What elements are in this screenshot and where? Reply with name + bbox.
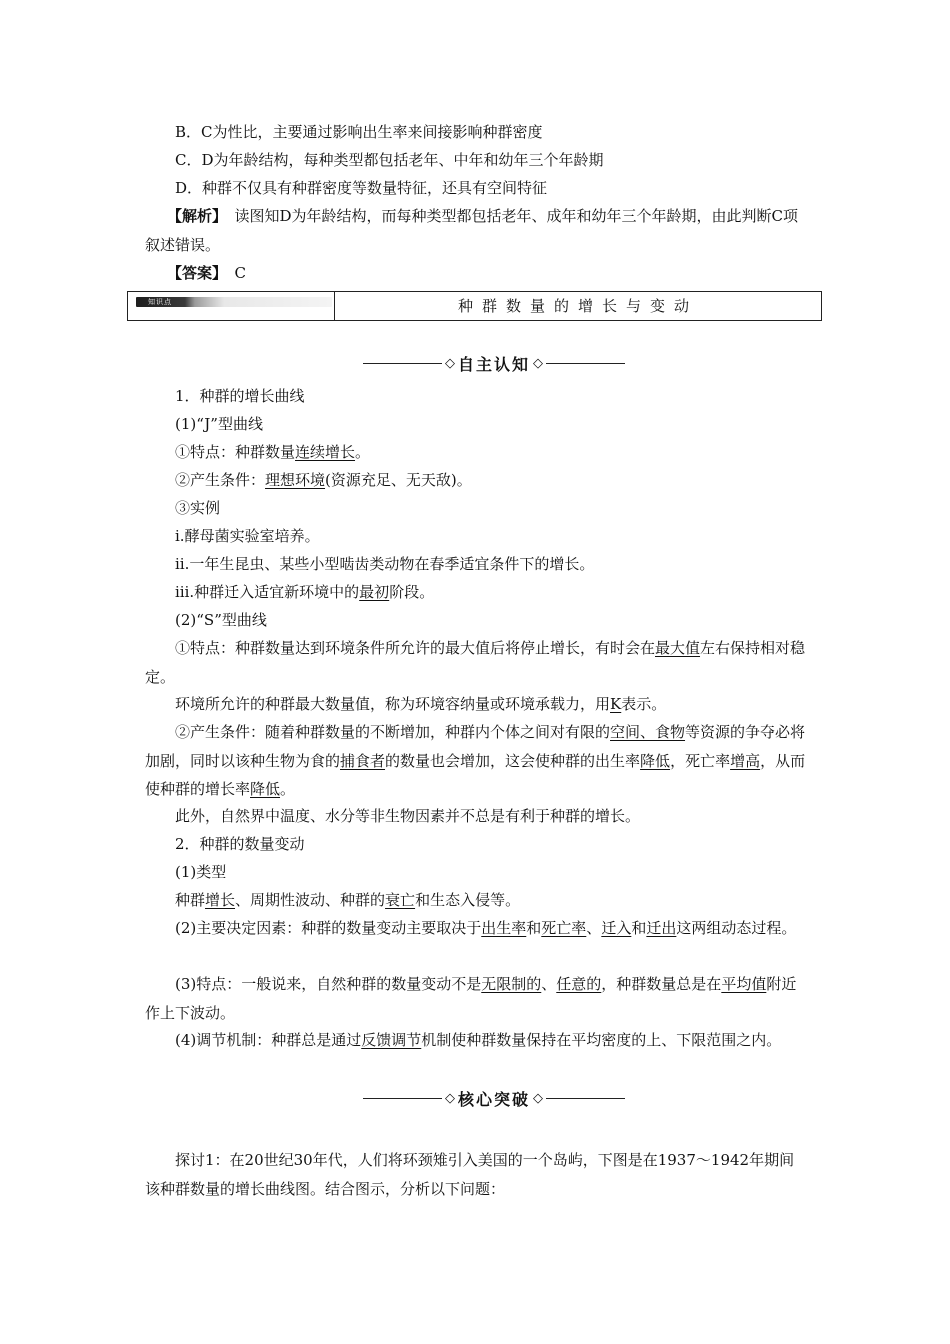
change-characteristics bbox=[145, 970, 808, 1027]
text-span: 的数量也会增加，这会使种群的出生率 bbox=[385, 751, 641, 770]
banner-tag-cell bbox=[128, 292, 335, 320]
underlined-term: 死亡率 bbox=[541, 919, 587, 937]
text-span: (3)特点：一般说来，自然种群的数量变动不是 bbox=[175, 975, 482, 993]
discussion-1: 探讨1：在20世纪30年代，人们将环颈雉引入美国的一个岛屿，下图是在1937～1942年期间该种群数量的增长曲线图。结合图示，分析以下问题： bbox=[145, 1151, 795, 1198]
answer-paragraph bbox=[145, 259, 808, 288]
text-span: ，种群数量总是在 bbox=[601, 975, 722, 993]
diamond-icon: ◇ bbox=[445, 1090, 455, 1106]
example-i: ⅰ.酵母菌实验室培养。 bbox=[175, 527, 320, 545]
underlined-term: 迁入 bbox=[601, 919, 632, 937]
underlined-term: 反馈调节 bbox=[361, 1031, 422, 1049]
underlined-term: 降低 bbox=[250, 780, 281, 798]
text-span: 阶段。 bbox=[389, 583, 435, 601]
text-span: ⅲ.种群迁入适宜新环境中的 bbox=[175, 583, 360, 601]
underlined-term: 出生率 bbox=[481, 919, 527, 937]
text-span: 左右保持相对稳定。 bbox=[145, 639, 806, 686]
underlined-term: 连续增长 bbox=[295, 443, 356, 461]
heading-growth-curve: 1．种群的增长曲线 bbox=[175, 387, 305, 405]
section-title: 核心突破 bbox=[458, 1089, 531, 1109]
text-span: 和生态入侵等。 bbox=[415, 891, 521, 909]
underlined-term: 降低 bbox=[640, 751, 671, 770]
heading-s-curve: (2)“S”型曲线 bbox=[175, 611, 267, 629]
underlined-term: 最大值 bbox=[655, 639, 701, 657]
example-ii: ⅱ.一年生昆虫、某些小型啮齿类动物在春季适宜条件下的增长。 bbox=[175, 555, 595, 573]
heading-rule-left bbox=[363, 1098, 442, 1099]
option-c: C．D为年龄结构，每种类型都包括老年、中年和幼年三个年龄期 bbox=[175, 151, 604, 169]
text-span: (4)调节机制：种群总是通过 bbox=[175, 1031, 362, 1049]
option-b: B．C为性比，主要通过影响出生率来间接影响种群密度 bbox=[175, 123, 543, 141]
j-curve-condition bbox=[145, 466, 808, 495]
text-span: ②产生条件： bbox=[175, 471, 266, 489]
answer-label: 【答案】 bbox=[167, 264, 220, 282]
text-span: 种群 bbox=[175, 891, 206, 909]
heading-rule-right bbox=[546, 1098, 625, 1099]
answer-value: C bbox=[219, 264, 246, 282]
analysis-text: 读图知D为年龄结构，而每种类型都包括老年、成年和幼年三个年龄期，由此判断C项叙述错误。 bbox=[145, 207, 799, 254]
underlined-term: 理想环境 bbox=[265, 471, 326, 489]
underlined-term: 增长 bbox=[205, 891, 236, 909]
underlined-term: 迁出 bbox=[646, 919, 677, 937]
text-span: 机制使种群数量保持在平均密度的上、下限范围之内。 bbox=[421, 1031, 782, 1049]
underlined-term: 衰亡 bbox=[385, 891, 416, 909]
section-heading-self-study bbox=[363, 352, 625, 374]
underlined-term: 无限制的 bbox=[481, 975, 542, 993]
text-span: 和 bbox=[631, 919, 647, 937]
underlined-term: 最初 bbox=[359, 583, 390, 601]
banner-tag-bar bbox=[136, 297, 332, 307]
knowledge-point-banner bbox=[127, 291, 822, 321]
main-factors bbox=[145, 914, 808, 943]
underlined-term: 增高 bbox=[730, 751, 761, 770]
analysis-paragraph bbox=[145, 202, 808, 259]
text-span: 、 bbox=[541, 975, 557, 993]
underlined-term: 捕食者 bbox=[340, 751, 386, 770]
j-curve-examples-heading: ③实例 bbox=[175, 499, 221, 517]
change-types bbox=[145, 886, 808, 915]
text-span: 。 bbox=[355, 443, 371, 461]
diamond-icon: ◇ bbox=[445, 355, 455, 371]
text-span: ①特点：种群数量 bbox=[175, 443, 296, 461]
option-d: D．种群不仅具有种群密度等数量特征，还具有空间特征 bbox=[175, 179, 548, 197]
text-span: 等资源的争夺必将加剧，同时以该种生物为食的 bbox=[145, 723, 806, 770]
text-span: (资源充足、无天敌)。 bbox=[325, 471, 472, 489]
diamond-icon: ◇ bbox=[533, 1090, 544, 1106]
text-span: ①特点：种群数量达到环境条件所允许的最大值后将停止增长，有时会在 bbox=[175, 639, 656, 657]
text-span: (2)主要决定因素：种群的数量变动主要取决于 bbox=[175, 919, 482, 937]
text-span: 环境所允许的种群最大数量值，称为环境容纳量或环境承载力，用 bbox=[175, 695, 611, 713]
heading-j-curve: (1)“J”型曲线 bbox=[175, 415, 263, 433]
text-span: ②产生条件：随着种群数量的不断增加，种群内个体之间对有限的 bbox=[175, 723, 611, 741]
analysis-label: 【解析】 bbox=[167, 207, 220, 225]
heading-rule-left bbox=[363, 363, 442, 364]
j-curve-feature bbox=[145, 438, 808, 467]
text-span: ，死亡率 bbox=[670, 751, 731, 770]
text-span: 附近作上下波动。 bbox=[145, 975, 797, 1022]
carrying-capacity bbox=[145, 690, 808, 719]
text-span: 、 bbox=[586, 919, 602, 937]
text-span: 这两组动态过程。 bbox=[676, 919, 797, 937]
banner-tag-text: 知识点 bbox=[148, 298, 172, 306]
banner-title: 种群数量的增长与变动 bbox=[457, 297, 698, 315]
underlined-term: 空间、食物 bbox=[610, 723, 686, 741]
text-span: 和 bbox=[526, 919, 542, 937]
heading-rule-right bbox=[546, 363, 625, 364]
text-span: 、周期性波动、种群的 bbox=[235, 891, 386, 909]
regulation-mechanism bbox=[145, 1026, 808, 1055]
heading-types: (1)类型 bbox=[175, 863, 227, 881]
text-span: ，从而使种群的增长率 bbox=[145, 751, 806, 798]
section-title: 自主认知 bbox=[458, 354, 531, 374]
abiotic-factors: 此外，自然界中温度、水分等非生物因素并不总是有利于种群的增长。 bbox=[175, 807, 641, 825]
text-span: 。 bbox=[280, 780, 296, 798]
diamond-icon: ◇ bbox=[533, 355, 544, 371]
text-span: 表示。 bbox=[621, 695, 667, 713]
example-iii bbox=[145, 578, 808, 607]
section-heading-core bbox=[363, 1087, 625, 1109]
underlined-term: 平均值 bbox=[721, 975, 767, 993]
underlined-term: 任意的 bbox=[556, 975, 602, 993]
s-curve-condition bbox=[145, 718, 808, 804]
underlined-term: K bbox=[610, 695, 622, 713]
heading-population-change: 2．种群的数量变动 bbox=[175, 835, 305, 853]
s-curve-feature bbox=[145, 634, 808, 691]
